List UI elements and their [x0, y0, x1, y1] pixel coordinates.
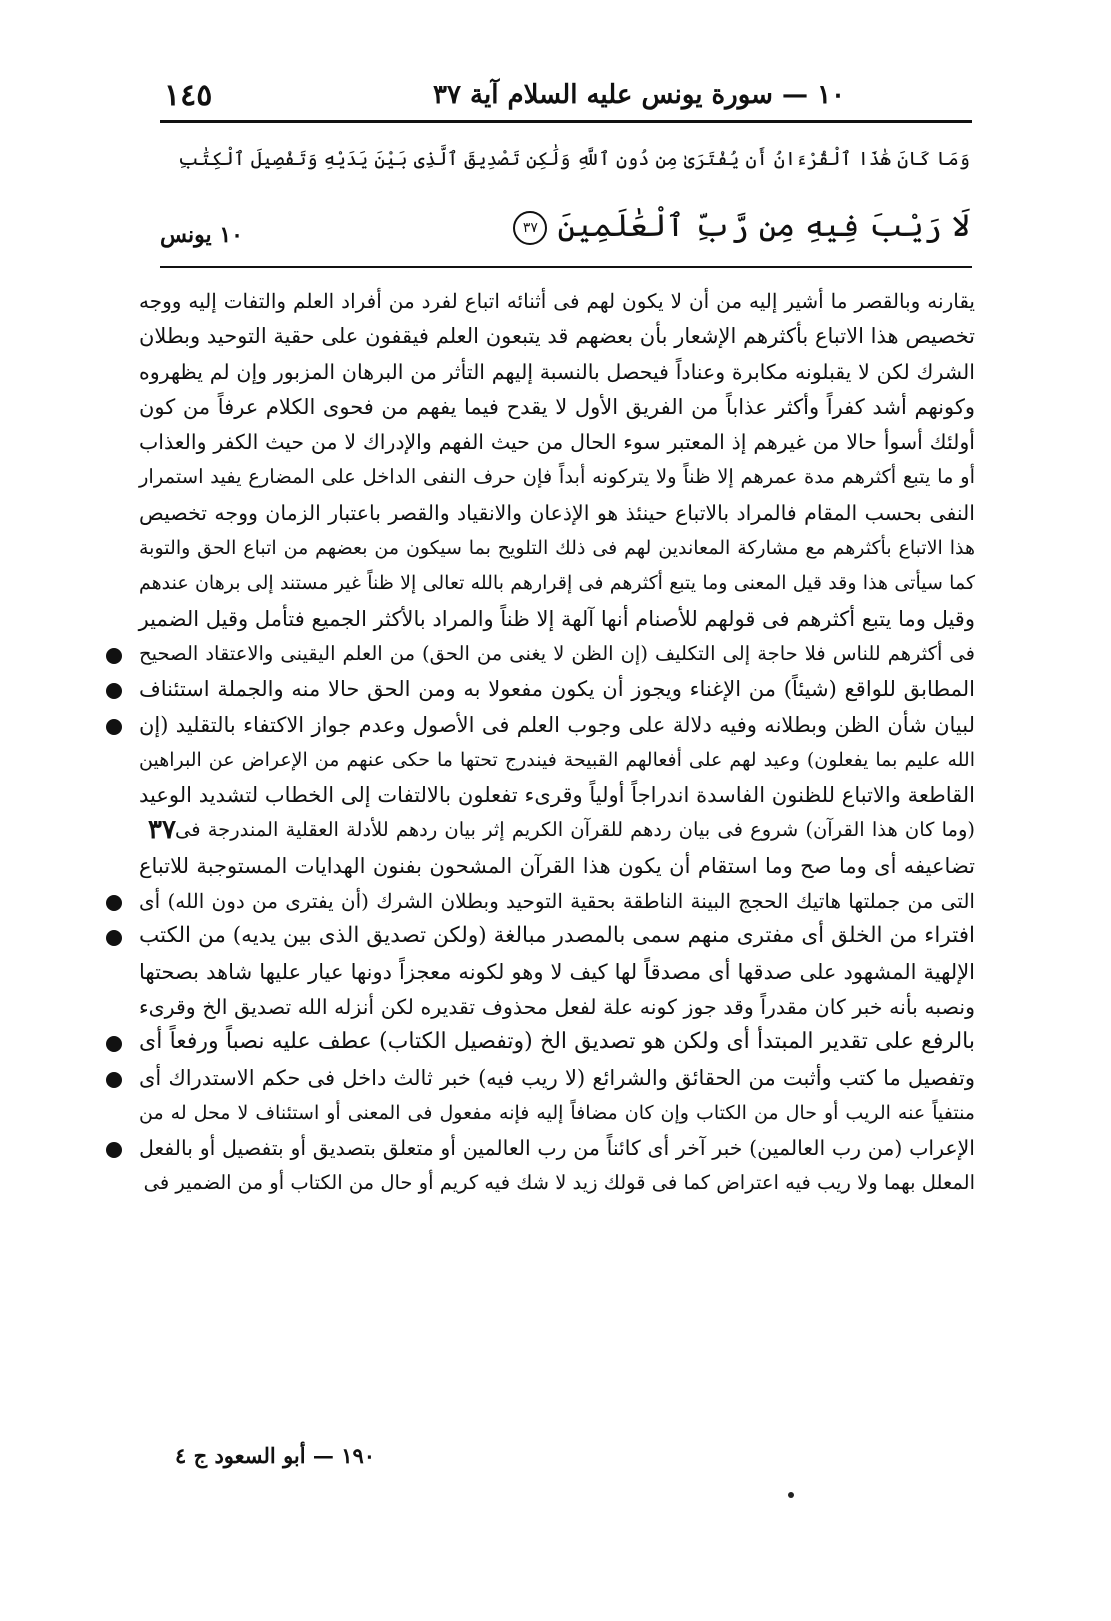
commentary-line: تضاعيفه أى وما صح وما استقام أن يكون هذا القرآن المشحون بفنون الهدايات المستوجبة للاتباع — [139, 853, 975, 878]
commentary-line: كما سيأتى هذا وقد قيل المعنى وما يتبع أكثرهم فى إقرارهم بالله تعالى إلا ظناً غير مستند إلى برهان عندهم — [139, 572, 975, 595]
page-number: ١٤٥ — [164, 78, 213, 113]
commentary-line: يقارنه وبالقصر ما أشير إليه من أن لا يكون لهم فى أثنائه اتباع لفرد من أفراد العلم والتفات إليه ووجه — [139, 289, 975, 313]
commentary-line: وكونهم أشد كفراً وأكثر عذاباً من الفريق الأول لا يقدح فيما يفهم من فحوى الكلام عرفاً من كون — [139, 394, 975, 419]
commentary-line: منتفياً عنه الريب أو حال من الكتاب وإن كان مضافاً إليه فإنه مفعول فى المعنى أو استئناف لا محل له من — [139, 1101, 975, 1124]
margin-bullet — [106, 930, 122, 946]
commentary-line: النفى بحسب المقام فالمراد بالاتباع حينئذ هو الإذعان والانقياد والقصر باعتبار الزمان ووجه تخصيص — [139, 500, 975, 525]
page-header — [160, 78, 970, 118]
commentary-line: القاطعة والاتباع للظنون الفاسدة اندراجاً أولياً وقرىء تفعلون بالالتفات إلى الخطاب لتشديد الوعيد — [139, 783, 975, 808]
commentary-line: ونصبه بأنه خبر كان مقدراً وقد جوز كونه علة لفعل محذوف تقديره لكن أنزله الله تصديق الخ وقرىء — [139, 994, 975, 1019]
commentary-line: الله عليم بما يفعلون) وعيد لهم على أفعالهم القبيحة فيندرج تحتها ما حكى عنهم من الإعراض عن البراهين — [139, 748, 975, 771]
commentary-block — [0, 284, 1111, 1202]
margin-bullet — [106, 1036, 122, 1052]
print-speck — [788, 1492, 794, 1498]
commentary-line: المطابق للواقع (شيئاً) من الإغناء ويجوز أن يكون مفعولا به ومن الحق حالا منه والجملة استئناف — [139, 677, 975, 702]
commentary-line: افتراء من الخلق أى مفترى منهم سمى بالمصدر مبالغة (ولكن تصديق الذى بين يديه) من الكتب — [139, 923, 975, 949]
commentary-line: بالرفع على تقدير المبتدأ أى ولكن هو تصديق الخ (وتفصيل الكتاب) عطف عليه نصباً ورفعاً أى — [139, 1029, 975, 1055]
margin-bullet — [106, 648, 122, 664]
commentary-line: وتفصيل ما كتب وأثبت من الحقائق والشرائع (لا ريب فيه) خبر ثالث داخل فى حكم الاستدراك أى — [139, 1065, 975, 1090]
running-title: ١٠ — سورة يونس عليه السلام آية ٣٧ — [433, 80, 845, 110]
quran-verse-line-2-text: لَا رَيْبَ فِيهِ مِن رَّبِّ ٱلْعَٰلَمِينَ — [557, 208, 970, 244]
verse-separator-rule — [160, 266, 972, 268]
commentary-line: الشرك لكن لا يقبلونه مكابرة وعناداً فيحصل بالنسبة إليهم التأثر من البرهان المزبور وإن لم يظهروه — [139, 359, 975, 384]
commentary-line: التى من جملتها هاتيك الحجج البينة الناطقة بحقية التوحيد وبطلان الشرك (أن يفترى من دون الله) أى — [139, 889, 975, 914]
commentary-line: أولئك أسوأ حالا من غيرهم إذ المعتبر سوء الحال من حيث الفهم والإدراك لا من حيث الكفر والعذاب — [139, 430, 975, 455]
commentary-line: (وما كان هذا القرآن) شروع فى بيان ردهم للقرآن الكريم إثر بيان ردهم للأدلة العقلية المندرجة فى — [175, 818, 975, 842]
commentary-line: الإلهية المشهود على صدقها أى مصدقاً لها كيف لا وهو لكونه معجزاً دونها عيار عليها شاهد بصحتها — [139, 959, 975, 984]
commentary-line: هذا الاتباع بأكثرهم مع مشاركة المعاندين لهم فى ذلك التلويح بما سيكون من بعضهم من اتباع الحق والتوبة — [139, 537, 975, 560]
margin-bullet — [106, 1142, 122, 1158]
commentary-line: الإعراب (من رب العالمين) خبر آخر أى كائناً من رب العالمين أو متعلق بتصديق أو بتفصيل أو بالفعل — [139, 1136, 975, 1161]
signature-line: ١٩٠ — أبو السعود ج ٤ — [175, 1443, 376, 1468]
commentary-line: فى أكثرهم للناس فلا حاجة إلى التكليف (إن الظن لا يغنى من الحق) من العلم اليقينى والاعتقاد الصحيح — [139, 641, 975, 665]
verse-number-marker: ٣٧ — [148, 815, 176, 846]
margin-bullet — [106, 719, 122, 735]
quran-verse-line-1: وَمَا كَانَ هَٰذَا ٱلْقُرْءَانُ أَن يُفْتَرَىٰ مِن دُونِ ٱللَّهِ وَلَٰكِن تَصْدِيقَ ٱلَّذِى بَيْنَ يَدَيْهِ وَتَفْصِيلَ ٱلْكِتَٰبِ — [178, 148, 970, 170]
commentary-line: وقيل وما يتبع أكثرهم فى قولهم للأصنام أنها آلهة إلا ظناً والمراد بالأكثر الجميع فتأمل وقيل الضمير — [138, 606, 975, 631]
sura-reference: ١٠ يونس — [160, 222, 243, 248]
verse-end-mark: ٣٧ — [513, 211, 547, 245]
margin-bullet — [106, 895, 122, 911]
margin-bullet — [106, 683, 122, 699]
margin-bullet — [106, 1072, 122, 1088]
header-rule — [160, 120, 972, 123]
commentary-line: لبيان شأن الظن وبطلانه وفيه دلالة على وجوب العلم فى الأصول وعدم جواز الاكتفاء بالتقليد (إن — [139, 712, 975, 737]
commentary-line: أو ما يتبع أكثرهم مدة عمرهم إلا ظناً ولا يتركونه أبداً فإن حرف النفى الداخل على المضارع يفيد استمرار — [139, 465, 975, 489]
commentary-line: المعلل بهما ولا ريب فيه اعتراض كما فى قولك زيد لا شك فيه كريم أو حال من الكتاب أو من الضمير فى — [143, 1171, 975, 1195]
commentary-line: تخصيص هذا الاتباع بأكثرهم الإشعار بأن بعضهم قد يتبعون العلم فيقفون على حقية التوحيد وبطلان — [139, 324, 975, 349]
quran-verse-line-2 — [160, 208, 970, 245]
